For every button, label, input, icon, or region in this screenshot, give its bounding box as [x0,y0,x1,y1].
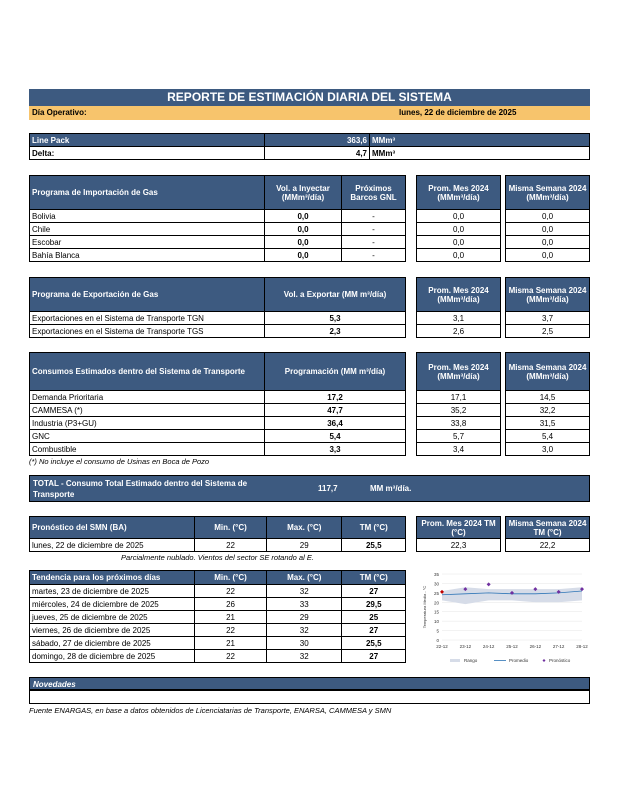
tendencia-date: jueves, 25 de diciembre de 2025 [30,611,195,624]
pronostico-header: Pronóstico del SMN (BA) [30,517,195,539]
pronostico-prom-value: 22,3 [417,539,501,552]
pronostico-table [29,516,406,552]
consumos-name: Demanda Prioritaria [30,391,265,404]
legend-promedio-label: Promedio [509,658,529,663]
tendencia-date: miércoles, 24 de diciembre de 2025 [30,598,195,611]
dia-operativo-row [29,106,590,120]
table-row [30,624,406,637]
table-row [506,312,590,325]
pronostico-min: Min. (°C) [195,517,267,539]
consumos-sem: 31,5 [506,417,590,430]
table-row [30,650,406,663]
consumos-vol: 17,2 [265,391,406,404]
consumos-name: Industria (P3+GU) [30,417,265,430]
exportacion-header: Programa de Exportación de Gas [30,278,265,312]
tendencia-min-value: 26 [195,598,267,611]
pronostico-sem-value: 22,2 [506,539,590,552]
table-row [30,598,406,611]
importacion-prom: 0,0 [417,249,501,262]
tendencia-min-value: 22 [195,650,267,663]
tendencia-tm-value: 29,5 [342,598,406,611]
exportacion-col3: Prom. Mes 2024 (MMm³/día) [417,278,501,312]
table-row [30,236,406,249]
tendencia-min-value: 22 [195,624,267,637]
importacion-col4: Misma Semana 2024 (MMm³/día) [506,176,590,210]
linepack-table [29,133,590,160]
table-row [30,210,406,223]
total-value: 117,7 [318,484,338,493]
total-row [29,475,590,502]
pronostico-date: lunes, 22 de diciembre de 2025 [30,539,195,552]
legend-rango-swatch [450,659,460,662]
table-row [506,391,590,404]
tendencia-table [29,570,406,663]
tendencia-date: sábado, 27 de diciembre de 2025 [30,637,195,650]
legend-rango-label: Rango [464,658,478,663]
delta-value: 4,7 [265,147,370,160]
importacion-vol: 0,0 [265,210,342,223]
importacion-table [29,175,406,262]
table-row [30,404,406,417]
table-row [506,430,590,443]
consumos-header: Consumos Estimados dentro del Sistema de Transporte [30,353,265,391]
table-row [30,585,406,598]
table-row [30,312,406,325]
table-row [417,430,501,443]
exportacion-sem: 3,7 [506,312,590,325]
table-row [417,210,501,223]
importacion-barcos: - [342,210,406,223]
consumos-col4: Misma Semana 2024 (MMm³/día) [506,353,590,391]
exportacion-col1: Vol. a Exportar (MM m³/día) [265,278,406,312]
delta-label: Delta: [30,147,265,160]
table-row [30,430,406,443]
importacion-sem: 0,0 [506,249,590,262]
chart-ytick-label: 5 [436,628,439,634]
table-row [417,404,501,417]
consumos-prom: 3,4 [417,443,501,456]
consumos-note: (*) No incluye el consumo de Usinas en Boca de Pozo [29,457,210,466]
table-row [30,325,406,338]
tendencia-tm-value: 27 [342,650,406,663]
importacion-prom: 0,0 [417,236,501,249]
pronostico-min-value: 22 [195,539,267,552]
tendencia-tm: TM (°C) [342,571,406,585]
temperature-chart [420,568,590,668]
chart-pronostico-point [487,582,491,586]
consumos-table [29,352,406,456]
consumos-vol: 36,4 [265,417,406,430]
chart-xtick-label: 27-12 [552,644,565,649]
delta-unit: MMm³ [370,147,590,160]
importacion-header: Programa de Importación de Gas [30,176,265,210]
pronostico-sem-header: Misma Semana 2024 TM (°C) [506,517,590,539]
tendencia-max: Max. (°C) [267,571,342,585]
importacion-vol: 0,0 [265,223,342,236]
chart-range-area [442,587,582,604]
tendencia-header: Tendencia para los próximos días [30,571,195,585]
exportacion-col4: Misma Semana 2024 (MMm³/día) [506,278,590,312]
table-row [30,223,406,236]
consumos-2024-table [416,352,501,456]
exportacion-vol: 2,3 [265,325,406,338]
fuente: Fuente ENARGAS, en base a datos obtenidos de Licenciatarias de Transporte, ENARSA, CAMMESA y SMN [29,706,392,715]
chart-ytick-label: 0 [436,638,439,643]
tendencia-max-value: 30 [267,637,342,650]
tendencia-date: domingo, 28 de diciembre de 2025 [30,650,195,663]
exportacion-prom: 2,6 [417,325,501,338]
pronostico-tm: TM (°C) [342,517,406,539]
chart-xtick-label: 22-12 [436,644,448,649]
importacion-prom: 0,0 [417,210,501,223]
tendencia-max-value: 33 [267,598,342,611]
total-unit: MM m³/día. [370,484,412,493]
importacion-barcos: - [342,236,406,249]
novedades-header: Novedades [29,677,590,690]
consumos-prom: 33,8 [417,417,501,430]
exportacion-prom: 3,1 [417,312,501,325]
dia-operativo-value: lunes, 22 de diciembre de 2025 [399,108,517,117]
importacion-barcos: - [342,223,406,236]
exportacion-sem: 2,5 [506,325,590,338]
table-row [30,417,406,430]
importacion-2024-table [416,175,501,262]
table-row [417,249,501,262]
importacion-vol: 0,0 [265,249,342,262]
consumos-name: Combustible [30,443,265,456]
legend-pronostico-label: Pronóstico [549,658,571,663]
legend-pronostico-swatch [543,659,546,662]
linepack-label: Line Pack [30,134,265,147]
table-row [30,611,406,624]
pronostico-sem-table [505,516,590,552]
exportacion-name: Exportaciones en el Sistema de Transporte TGS [30,325,265,338]
tendencia-tm-value: 25,5 [342,637,406,650]
importacion-vol: 0,0 [265,236,342,249]
pronostico-prom-header: Prom. Mes 2024 TM (°C) [417,517,501,539]
total-label: TOTAL - Consumo Total Estimado dentro del Sistema de Transporte [33,479,248,499]
importacion-name: Bahía Blanca [30,249,265,262]
pronostico-max-value: 29 [267,539,342,552]
table-row [506,404,590,417]
table-row [506,236,590,249]
importacion-sem-table [505,175,590,262]
chart-ytick-label: 10 [433,619,439,625]
tendencia-date: viernes, 26 de diciembre de 2025 [30,624,195,637]
chart-ytick-label: 15 [433,609,439,615]
exportacion-vol: 5,3 [265,312,406,325]
consumos-col3: Prom. Mes 2024 (MMm³/día) [417,353,501,391]
linepack-value: 363,6 [265,134,370,147]
consumos-sem: 14,5 [506,391,590,404]
tendencia-max-value: 32 [267,624,342,637]
importacion-name: Escobar [30,236,265,249]
importacion-col3: Prom. Mes 2024 (MMm³/día) [417,176,501,210]
importacion-col1: Vol. a Inyectar (MMm³/día) [265,176,342,210]
pronostico-2024-table [416,516,501,552]
tendencia-min: Min. (°C) [195,571,267,585]
tendencia-tm-value: 27 [342,624,406,637]
pronostico-max: Max. (°C) [267,517,342,539]
table-row [417,417,501,430]
consumos-prom: 17,1 [417,391,501,404]
chart-xtick-label: 28-12 [576,644,588,649]
table-row [417,325,501,338]
report-title: REPORTE DE ESTIMACIÓN DIARIA DEL SISTEMA [29,89,590,106]
chart-ytick-label: 35 [433,572,439,577]
importacion-sem: 0,0 [506,210,590,223]
table-row [30,443,406,456]
table-row [506,210,590,223]
table-row [417,236,501,249]
table-row [417,312,501,325]
exportacion-sem-table [505,277,590,338]
tendencia-min-value: 21 [195,637,267,650]
consumos-name: CAMMESA (*) [30,404,265,417]
table-row [506,223,590,236]
tendencia-max-value: 32 [267,585,342,598]
importacion-col2: Próximos Barcos GNL [342,176,406,210]
table-row [417,391,501,404]
tendencia-min-value: 22 [195,585,267,598]
importacion-prom: 0,0 [417,223,501,236]
consumos-prom: 35,2 [417,404,501,417]
table-row [30,637,406,650]
exportacion-2024-table [416,277,501,338]
table-row [506,443,590,456]
chart-xtick-label: 25-12 [506,644,518,649]
table-row [417,443,501,456]
importacion-sem: 0,0 [506,236,590,249]
chart-ytick-label: 20 [433,600,439,606]
dia-operativo-label: Día Operativo: [32,108,87,117]
pronostico-desc: Parcialmente nublado. Vientos del sector SE rotando al E. [121,553,314,562]
tendencia-date: martes, 23 de diciembre de 2025 [30,585,195,598]
chart-xtick-label: 26-12 [529,644,542,649]
importacion-name: Chile [30,223,265,236]
tendencia-max-value: 32 [267,650,342,663]
exportacion-table [29,277,406,338]
consumos-name: GNC [30,430,265,443]
consumos-sem: 5,4 [506,430,590,443]
consumos-sem: 32,2 [506,404,590,417]
chart-xtick-label: 24-12 [482,644,495,649]
chart-xtick-label: 23-12 [459,644,472,649]
table-row [30,249,406,262]
consumos-prom: 5,7 [417,430,501,443]
table-row [506,417,590,430]
table-row [506,249,590,262]
chart-ylabel: Temperatura Media - °C [422,585,427,629]
tendencia-tm-value: 25 [342,611,406,624]
exportacion-name: Exportaciones en el Sistema de Transporte TGN [30,312,265,325]
consumos-col1: Programación (MM m³/día) [265,353,406,391]
table-row [506,325,590,338]
chart-ytick-label: 30 [433,581,439,587]
consumos-sem: 3,0 [506,443,590,456]
consumos-vol: 5,4 [265,430,406,443]
chart-ytick-label: 25 [433,590,439,596]
pronostico-tm-value: 25,5 [342,539,406,552]
importacion-name: Bolivia [30,210,265,223]
tendencia-min-value: 21 [195,611,267,624]
table-row [417,223,501,236]
tendencia-tm-value: 27 [342,585,406,598]
table-row [30,391,406,404]
linepack-unit: MMm³ [370,134,590,147]
consumos-vol: 3,3 [265,443,406,456]
consumos-sem-table [505,352,590,456]
consumos-vol: 47,7 [265,404,406,417]
importacion-barcos: - [342,249,406,262]
novedades-body [29,690,590,704]
importacion-sem: 0,0 [506,223,590,236]
tendencia-max-value: 29 [267,611,342,624]
